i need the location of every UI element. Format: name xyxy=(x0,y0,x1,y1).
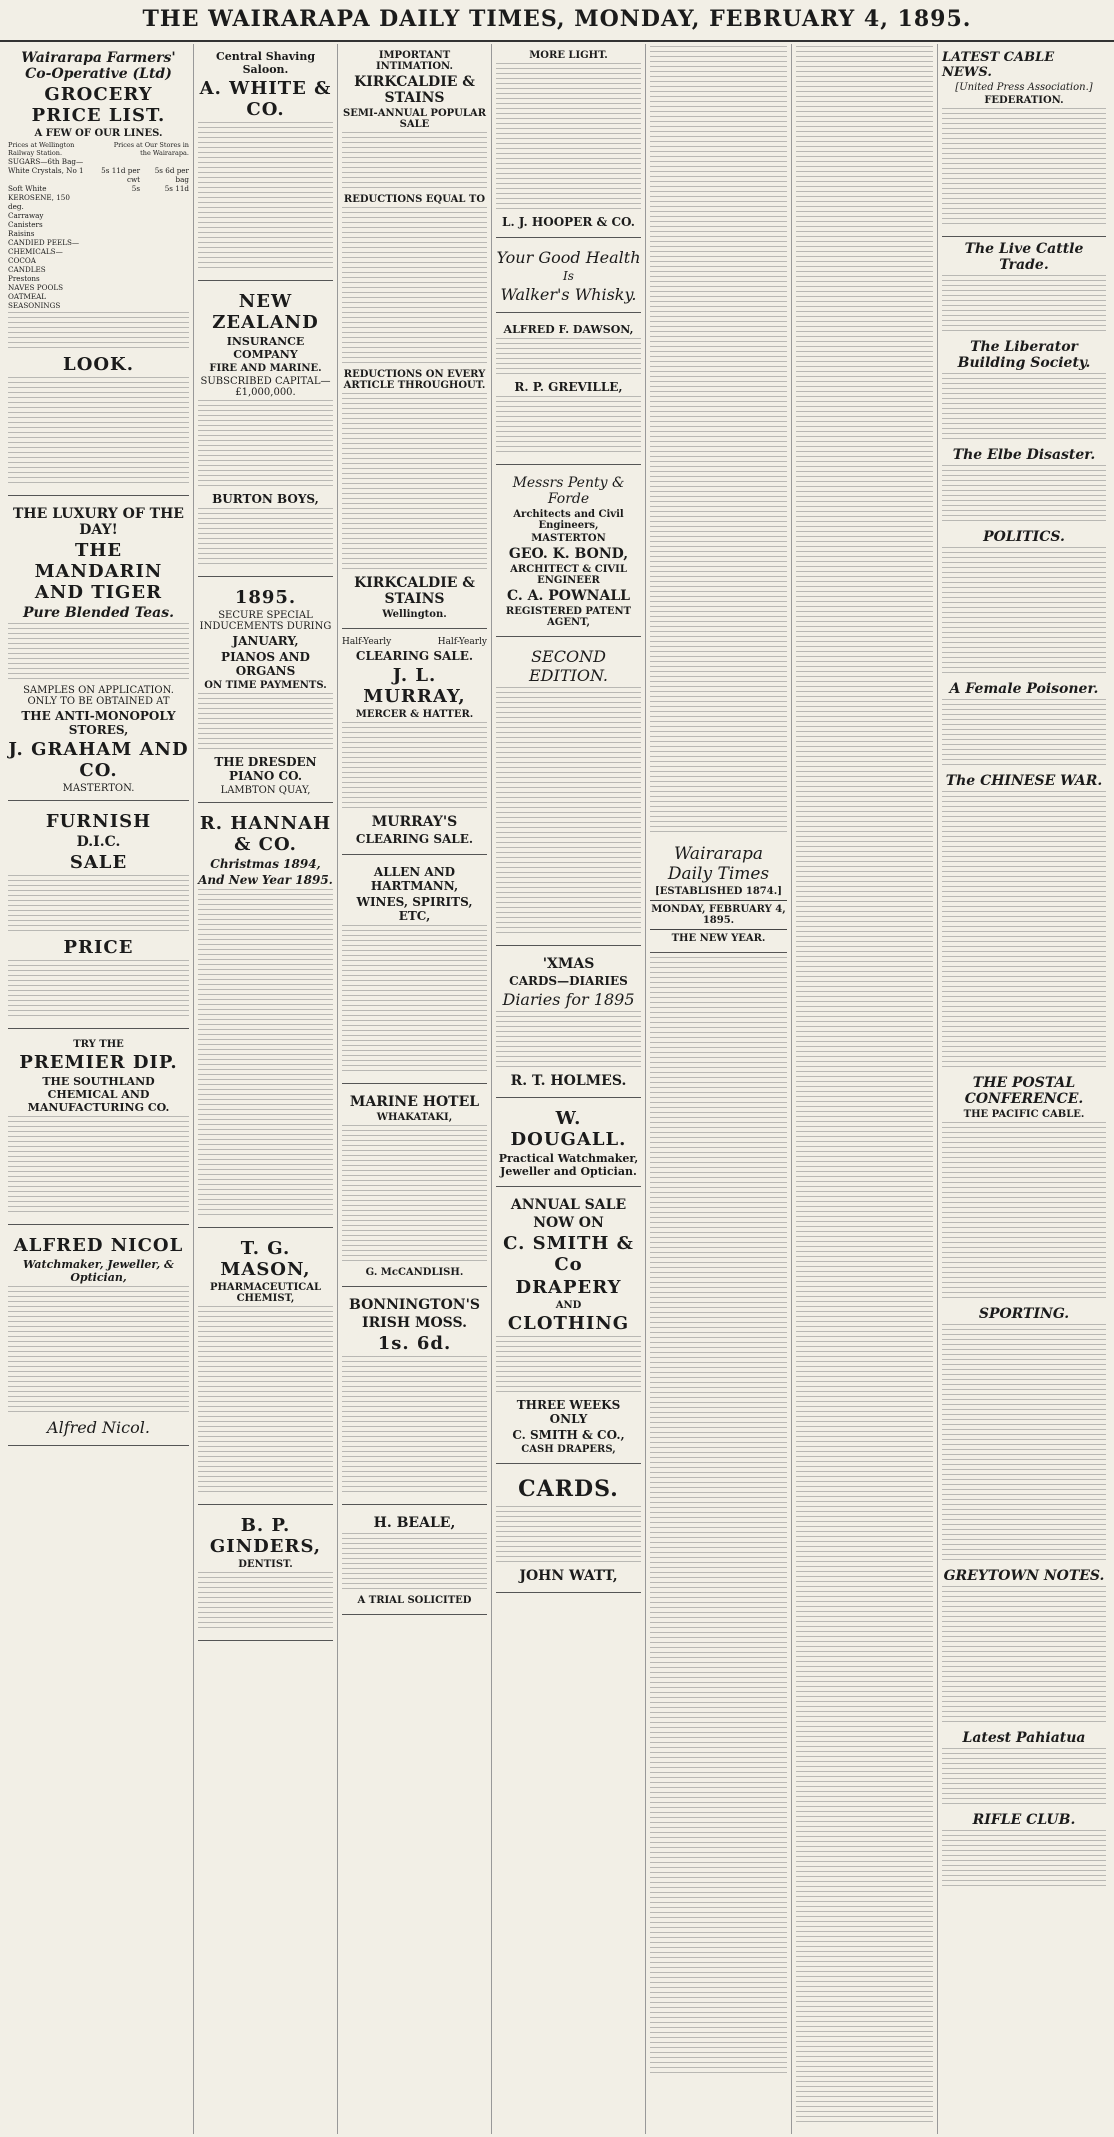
cards-big: CARDS. xyxy=(518,1476,619,1502)
pahiatua-heading: Latest Pahiatua xyxy=(962,1730,1086,1746)
moss-text xyxy=(342,1356,487,1496)
price-cell xyxy=(87,247,140,256)
federation: FEDERATION. xyxy=(984,95,1064,106)
nz-heading: NEW ZEALAND xyxy=(212,291,319,333)
price-cell: SEASONINGS xyxy=(8,301,61,310)
smith-text xyxy=(496,1336,641,1396)
column-2 xyxy=(194,44,338,2134)
clearing-sale-2: CLEARING SALE. xyxy=(355,832,474,846)
christmas-1894: Christmas 1894, xyxy=(210,857,321,871)
price-cell: COCOA xyxy=(8,256,36,265)
price-cell xyxy=(140,283,189,292)
insurance-co: INSURANCE COMPANY xyxy=(226,335,305,361)
burton-boys: BURTON BOYS, xyxy=(212,492,319,506)
premier-dip: PREMIER DIP. xyxy=(19,1052,178,1073)
clothing: CLOTHING xyxy=(507,1313,630,1334)
marine-advert xyxy=(342,1088,487,1287)
mason-text xyxy=(198,1306,333,1496)
united-press: [United Press Association.] xyxy=(955,82,1093,93)
piano-advert xyxy=(198,581,333,803)
postal-heading: THE POSTAL CONFERENCE. xyxy=(964,1075,1084,1107)
price-row xyxy=(8,220,189,229)
greville-text xyxy=(496,396,641,456)
column-3 xyxy=(338,44,492,2134)
watt-text xyxy=(496,1506,641,1566)
anti-monopoly: THE ANTI-MONOPOLY STORES, xyxy=(21,709,176,737)
whakataki: WHAKATAKI, xyxy=(376,1112,453,1123)
coop-advert xyxy=(8,44,189,496)
pianos: PIANOS AND ORGANS xyxy=(221,650,310,678)
price-cell xyxy=(87,157,140,166)
nicol-advert xyxy=(8,1229,189,1446)
dresden: THE DRESDEN PIANO CO. xyxy=(214,755,317,783)
second-edition-text xyxy=(496,687,641,937)
kirk-text-1 xyxy=(342,132,487,192)
filler-text xyxy=(8,312,189,352)
cable-header xyxy=(942,44,1106,237)
politics-heading: POLITICS. xyxy=(983,529,1065,545)
kirk-wellington: Wellington. xyxy=(382,609,447,620)
new-year-1895: And New Year 1895. xyxy=(198,873,333,887)
price-cell xyxy=(140,211,189,220)
reductions: REDUCTIONS EQUAL TO xyxy=(343,194,486,205)
chemical-co: THE SOUTHLAND CHEMICAL AND MANUFACTURING CO. xyxy=(27,1075,170,1114)
price-head-station: Prices at Wellington Railway Station. xyxy=(8,141,75,157)
price-row xyxy=(8,247,189,256)
price-cell: Raisins xyxy=(8,229,35,238)
nicol-trade: Watchmaker, Jeweller, & Optician, xyxy=(23,1258,174,1284)
price-cell: Soft White xyxy=(8,184,47,193)
mason: T. G. MASON, xyxy=(220,1238,311,1280)
price-cell xyxy=(87,256,140,265)
penty-advert xyxy=(496,469,641,637)
dic-advert xyxy=(8,805,189,1029)
hooper: L. J. HOOPER & CO. xyxy=(502,215,635,229)
practical: Practical Watchmaker, Jeweller and Optician. xyxy=(498,1152,639,1178)
marine-hotel: MARINE HOTEL xyxy=(349,1094,480,1110)
poisoner-text xyxy=(942,699,1106,769)
john-watt: JOHN WATT, xyxy=(519,1568,618,1584)
allen-hartmann: ALLEN AND HARTMANN, xyxy=(370,865,459,893)
insurance-advert xyxy=(198,285,333,577)
price-cell: White Crystals, No 1 xyxy=(8,166,84,175)
annual-sale: ANNUAL SALE xyxy=(510,1197,627,1213)
price-cell xyxy=(140,193,189,211)
cards-advert xyxy=(496,950,641,1098)
semi-annual: SEMI-ANNUAL POPULAR SALE xyxy=(342,108,487,130)
price-cell: CANDLES xyxy=(8,265,46,274)
shaving-saloon: Central Shaving Saloon. xyxy=(215,50,316,76)
price-cell xyxy=(87,292,140,301)
architect-engineer: ARCHITECT & CIVIL ENGINEER xyxy=(510,564,627,586)
war-heading: The CHINESE WAR. xyxy=(945,773,1103,789)
kirkcaldie-2: KIRKCALDIE & STAINS xyxy=(354,575,475,607)
marine-text xyxy=(342,1125,487,1265)
pahiatua-text xyxy=(942,1748,1106,1808)
white-advert xyxy=(198,44,333,281)
masthead xyxy=(0,0,1114,42)
holmes: R. T. HOLMES. xyxy=(510,1073,627,1089)
walkers-whisky: Walker's Whisky. xyxy=(500,285,637,304)
price-row xyxy=(8,157,189,166)
white-text xyxy=(198,122,333,272)
moss-advert xyxy=(342,1291,487,1505)
politics-text xyxy=(942,547,1106,677)
dougall-advert xyxy=(496,1102,641,1187)
mercer: MERCER & HATTER. xyxy=(355,709,474,720)
established: [ESTABLISHED 1874.] xyxy=(655,886,782,897)
ginders-text xyxy=(198,1572,333,1632)
price-column-heads xyxy=(8,141,189,157)
every-article: REDUCTIONS ON EVERY ARTICLE THROUGHOUT. xyxy=(343,369,486,391)
dawson: ALFRED F. DAWSON, xyxy=(503,323,634,336)
murray-advert xyxy=(342,633,487,855)
cash-drapers: CASH DRAPERS, xyxy=(521,1444,616,1455)
murrays: MURRAY'S xyxy=(371,814,458,830)
rifle-text xyxy=(942,1830,1106,1890)
architects: Architects and Civil Engineers, xyxy=(513,509,624,531)
xmas: 'XMAS xyxy=(542,956,595,972)
and-word: AND xyxy=(555,1300,582,1311)
price-row xyxy=(8,301,189,310)
mandarin-title: THE MANDARIN AND TIGER xyxy=(34,540,163,603)
price-cell xyxy=(140,229,189,238)
moss-price: 1s. 6d. xyxy=(377,1333,452,1354)
few-lines: A FEW OF OUR LINES. xyxy=(34,128,163,139)
beale-advert xyxy=(342,1509,487,1615)
luxury-heading: THE LUXURY OF THE DAY! xyxy=(13,506,184,538)
diaries-1895: Diaries for 1895 xyxy=(502,990,635,1009)
alfred-nicol: ALFRED NICOL xyxy=(13,1235,184,1256)
pharm-chemist: PHARMACEUTICAL CHEMIST, xyxy=(209,1282,322,1304)
price-row xyxy=(8,256,189,265)
price-cell: 5s 11d per cwt xyxy=(101,166,141,184)
price-cell xyxy=(140,238,189,247)
cards-diaries: CARDS—DIARIES xyxy=(509,974,628,988)
dic-text xyxy=(8,875,189,935)
postal-text xyxy=(942,1122,1106,1302)
price-row xyxy=(8,229,189,238)
lambton: LAMBTON QUAY, xyxy=(220,785,311,796)
editorial-body xyxy=(650,957,787,2077)
column-7 xyxy=(938,44,1110,2134)
kirk-text-2 xyxy=(342,207,487,367)
elbe-text xyxy=(942,465,1106,525)
important-notice: IMPORTANT INTIMATION. xyxy=(375,50,454,72)
price-cell xyxy=(87,238,140,247)
ginders-advert xyxy=(198,1509,333,1641)
coop-title: Wairarapa Farmers' Co-Operative (Ltd) xyxy=(21,50,176,82)
try-the: TRY THE xyxy=(73,1039,124,1050)
furnish-heading: FURNISH xyxy=(45,811,152,832)
price-row xyxy=(8,166,189,184)
allen-text xyxy=(342,925,487,1075)
half-yearly-left: Half-Yearly xyxy=(342,637,392,647)
year-1895: 1895. xyxy=(234,587,297,608)
price-cell: OATMEAL xyxy=(8,292,47,301)
editorial-date: MONDAY, FEBRUARY 4, 1895. xyxy=(651,904,786,926)
allen-advert xyxy=(342,859,487,1084)
smith: C. SMITH & Co xyxy=(503,1233,634,1275)
price-cell xyxy=(87,301,140,310)
col6-news xyxy=(796,46,933,2126)
price-cell: 5s 6d per bag xyxy=(154,166,189,184)
mason-advert xyxy=(198,1232,333,1505)
wines: WINES, SPIRITS, ETC, xyxy=(356,895,473,923)
price-cell xyxy=(140,265,189,274)
half-yearly-row xyxy=(342,637,487,647)
bonnington: BONNINGTON'S xyxy=(349,1297,480,1313)
dentist: DENTIST. xyxy=(238,1559,293,1570)
column-1 xyxy=(4,44,194,2134)
tea-text xyxy=(8,623,189,683)
price-list-heading: GROCERY PRICE LIST. xyxy=(31,84,166,126)
column-5 xyxy=(646,44,792,2134)
dic-name: D.I.C. xyxy=(76,834,121,850)
price-cell xyxy=(140,292,189,301)
price-row xyxy=(8,265,189,274)
liberator-text xyxy=(942,373,1106,443)
look-heading: LOOK. xyxy=(63,354,134,375)
price-cell xyxy=(87,211,140,220)
premier-text xyxy=(8,1116,189,1216)
pure-teas: Pure Blended Teas. xyxy=(22,605,174,621)
price-table xyxy=(8,157,189,310)
latest-cable: LATEST CABLE NEWS. xyxy=(942,50,1055,80)
second-edition xyxy=(496,641,641,946)
column-4 xyxy=(492,44,646,2134)
price-cell xyxy=(140,274,189,283)
dougall: W. DOUGALL. xyxy=(510,1108,627,1150)
kirkcaldie: KIRKCALDIE & STAINS xyxy=(354,74,475,106)
look-text xyxy=(8,377,189,487)
samples-line: SAMPLES ON APPLICATION. ONLY TO BE OBTAINED AT xyxy=(23,685,174,707)
dawson-advert xyxy=(496,317,641,465)
graham-town: MASTERTON. xyxy=(62,783,135,794)
smith-2: C. SMITH & CO., xyxy=(512,1428,625,1442)
column-6 xyxy=(792,44,938,2134)
page-columns xyxy=(4,44,1110,2134)
piano-text xyxy=(198,693,333,753)
smith-advert xyxy=(496,1191,641,1464)
sporting-heading: SPORTING. xyxy=(978,1306,1070,1322)
light-text xyxy=(496,63,641,213)
january: JANUARY, xyxy=(232,634,299,648)
price-cell: SUGARS—6th Bag— xyxy=(8,157,84,166)
whisky-advert xyxy=(496,242,641,313)
greytown-text xyxy=(942,1586,1106,1726)
price-row xyxy=(8,238,189,247)
in-word: Is xyxy=(563,269,574,283)
price-cell: CANDIED PEELS— xyxy=(8,238,80,247)
patent-agent: REGISTERED PATENT AGENT, xyxy=(505,606,632,628)
cattle-text xyxy=(942,275,1106,335)
price-cell: Prestons xyxy=(8,274,40,283)
liberator-heading: The Liberator Building Society. xyxy=(957,339,1091,371)
price-cell xyxy=(87,220,140,229)
greville: R. P. GREVILLE, xyxy=(514,380,623,394)
now-on: NOW ON xyxy=(533,1215,604,1231)
fire-marine: FIRE AND MARINE. xyxy=(209,363,322,374)
rifle-heading: RIFLE CLUB. xyxy=(972,1812,1076,1828)
sale-word: SALE xyxy=(69,852,128,873)
greytown-heading: GREYTOWN NOTES. xyxy=(943,1568,1105,1584)
sporting-text xyxy=(942,1324,1106,1564)
price-cell xyxy=(87,274,140,283)
penty-town: MASTERTON xyxy=(531,533,606,544)
clearing-sale: CLEARING SALE. xyxy=(355,649,474,663)
price-head-stores: Prices at Our Stores in the Wairarapa. xyxy=(113,141,189,157)
premier-advert xyxy=(8,1033,189,1225)
price-cell: KEROSENE, 150 deg. xyxy=(8,193,70,211)
half-yearly-right: Half-Yearly xyxy=(437,637,487,647)
daily-times-title: Wairarapa Daily Times xyxy=(667,844,770,884)
price-cell xyxy=(140,256,189,265)
geo-bond: GEO. K. BOND, xyxy=(508,546,629,562)
price-cell xyxy=(140,247,189,256)
good-health: Your Good Health xyxy=(496,248,641,267)
hannah: R. HANNAH & CO. xyxy=(199,813,332,855)
mandarin-advert xyxy=(8,500,189,801)
hannah-advert xyxy=(198,807,333,1228)
price-row xyxy=(8,184,189,193)
price-cell: Canisters xyxy=(8,220,43,229)
irish-moss: IRISH MOSS. xyxy=(362,1315,467,1331)
time-payments: ON TIME PAYMENTS. xyxy=(204,680,327,691)
federation-text xyxy=(942,108,1106,228)
hannah-text xyxy=(198,889,333,1219)
price-cell xyxy=(140,220,189,229)
nicol-signature: Alfred Nicol. xyxy=(47,1418,150,1437)
secure: SECURE SPECIAL INDUCEMENTS DURING xyxy=(199,610,332,632)
kirk-text-3 xyxy=(342,393,487,573)
murray-text xyxy=(342,722,487,812)
pacific-cable: THE PACIFIC CABLE. xyxy=(963,1109,1085,1120)
price-row xyxy=(8,211,189,220)
price-cell: CHEMICALS— xyxy=(8,247,63,256)
col5-article-top xyxy=(650,46,787,836)
drapery: DRAPERY xyxy=(515,1277,622,1298)
white-co: A. WHITE & CO. xyxy=(199,78,332,120)
kirkcaldie-advert xyxy=(342,44,487,629)
elbe-heading: The Elbe Disaster. xyxy=(952,447,1096,463)
price-row xyxy=(8,292,189,301)
burton-text xyxy=(198,508,333,568)
price-cell xyxy=(87,265,140,274)
more-light: MORE LIGHT. xyxy=(529,50,608,61)
new-year-heading: THE NEW YEAR. xyxy=(671,933,766,944)
war-text xyxy=(942,791,1106,1071)
three-weeks: THREE WEEKS ONLY xyxy=(516,1398,621,1426)
poisoner-heading: A Female Poisoner. xyxy=(949,681,1099,697)
newspaper-title: THE WAIRARAPA DAILY TIMES, MONDAY, FEBRUARY 4, 1895. xyxy=(142,6,972,32)
pownall: C. A. POWNALL xyxy=(506,588,631,604)
penty: Messrs Penty & Forde xyxy=(512,475,625,507)
dawson-text xyxy=(496,338,641,378)
murray-name: J. L. MURRAY, xyxy=(363,665,466,707)
graham-name: J. GRAHAM AND CO. xyxy=(8,739,189,781)
price-word: PRICE xyxy=(63,937,134,958)
cards-text xyxy=(496,1011,641,1071)
second-edition-title: SECOND EDITION. xyxy=(529,647,608,685)
editorial-header xyxy=(650,838,787,953)
beale-text xyxy=(342,1533,487,1593)
price-row xyxy=(8,283,189,292)
price-cell xyxy=(87,283,140,292)
price-cell: NAVES POOLS xyxy=(8,283,64,292)
price-row xyxy=(8,274,189,283)
price-cell: 5s 11d xyxy=(164,184,189,193)
price-cell xyxy=(87,229,140,238)
trial: A TRIAL SOLICITED xyxy=(357,1595,472,1606)
cattle-heading: The Live Cattle Trade. xyxy=(964,241,1084,273)
price-cell xyxy=(140,157,189,166)
dic-text-2 xyxy=(8,960,189,1020)
capital: SUBSCRIBED CAPITAL—£1,000,000. xyxy=(200,376,331,398)
beale: H. BEALE, xyxy=(373,1515,456,1531)
watt-advert xyxy=(496,1468,641,1593)
price-row xyxy=(8,193,189,211)
ginders: B. P. GINDERS, xyxy=(209,1515,322,1557)
mccandlish: G. McCANDLISH. xyxy=(365,1267,464,1278)
nicol-text xyxy=(8,1286,189,1416)
insurance-text xyxy=(198,400,333,490)
price-cell: Carraway xyxy=(8,211,44,220)
price-cell xyxy=(87,193,140,211)
price-cell: 5s xyxy=(131,184,141,193)
light-advert xyxy=(496,44,641,238)
price-cell xyxy=(140,301,189,310)
